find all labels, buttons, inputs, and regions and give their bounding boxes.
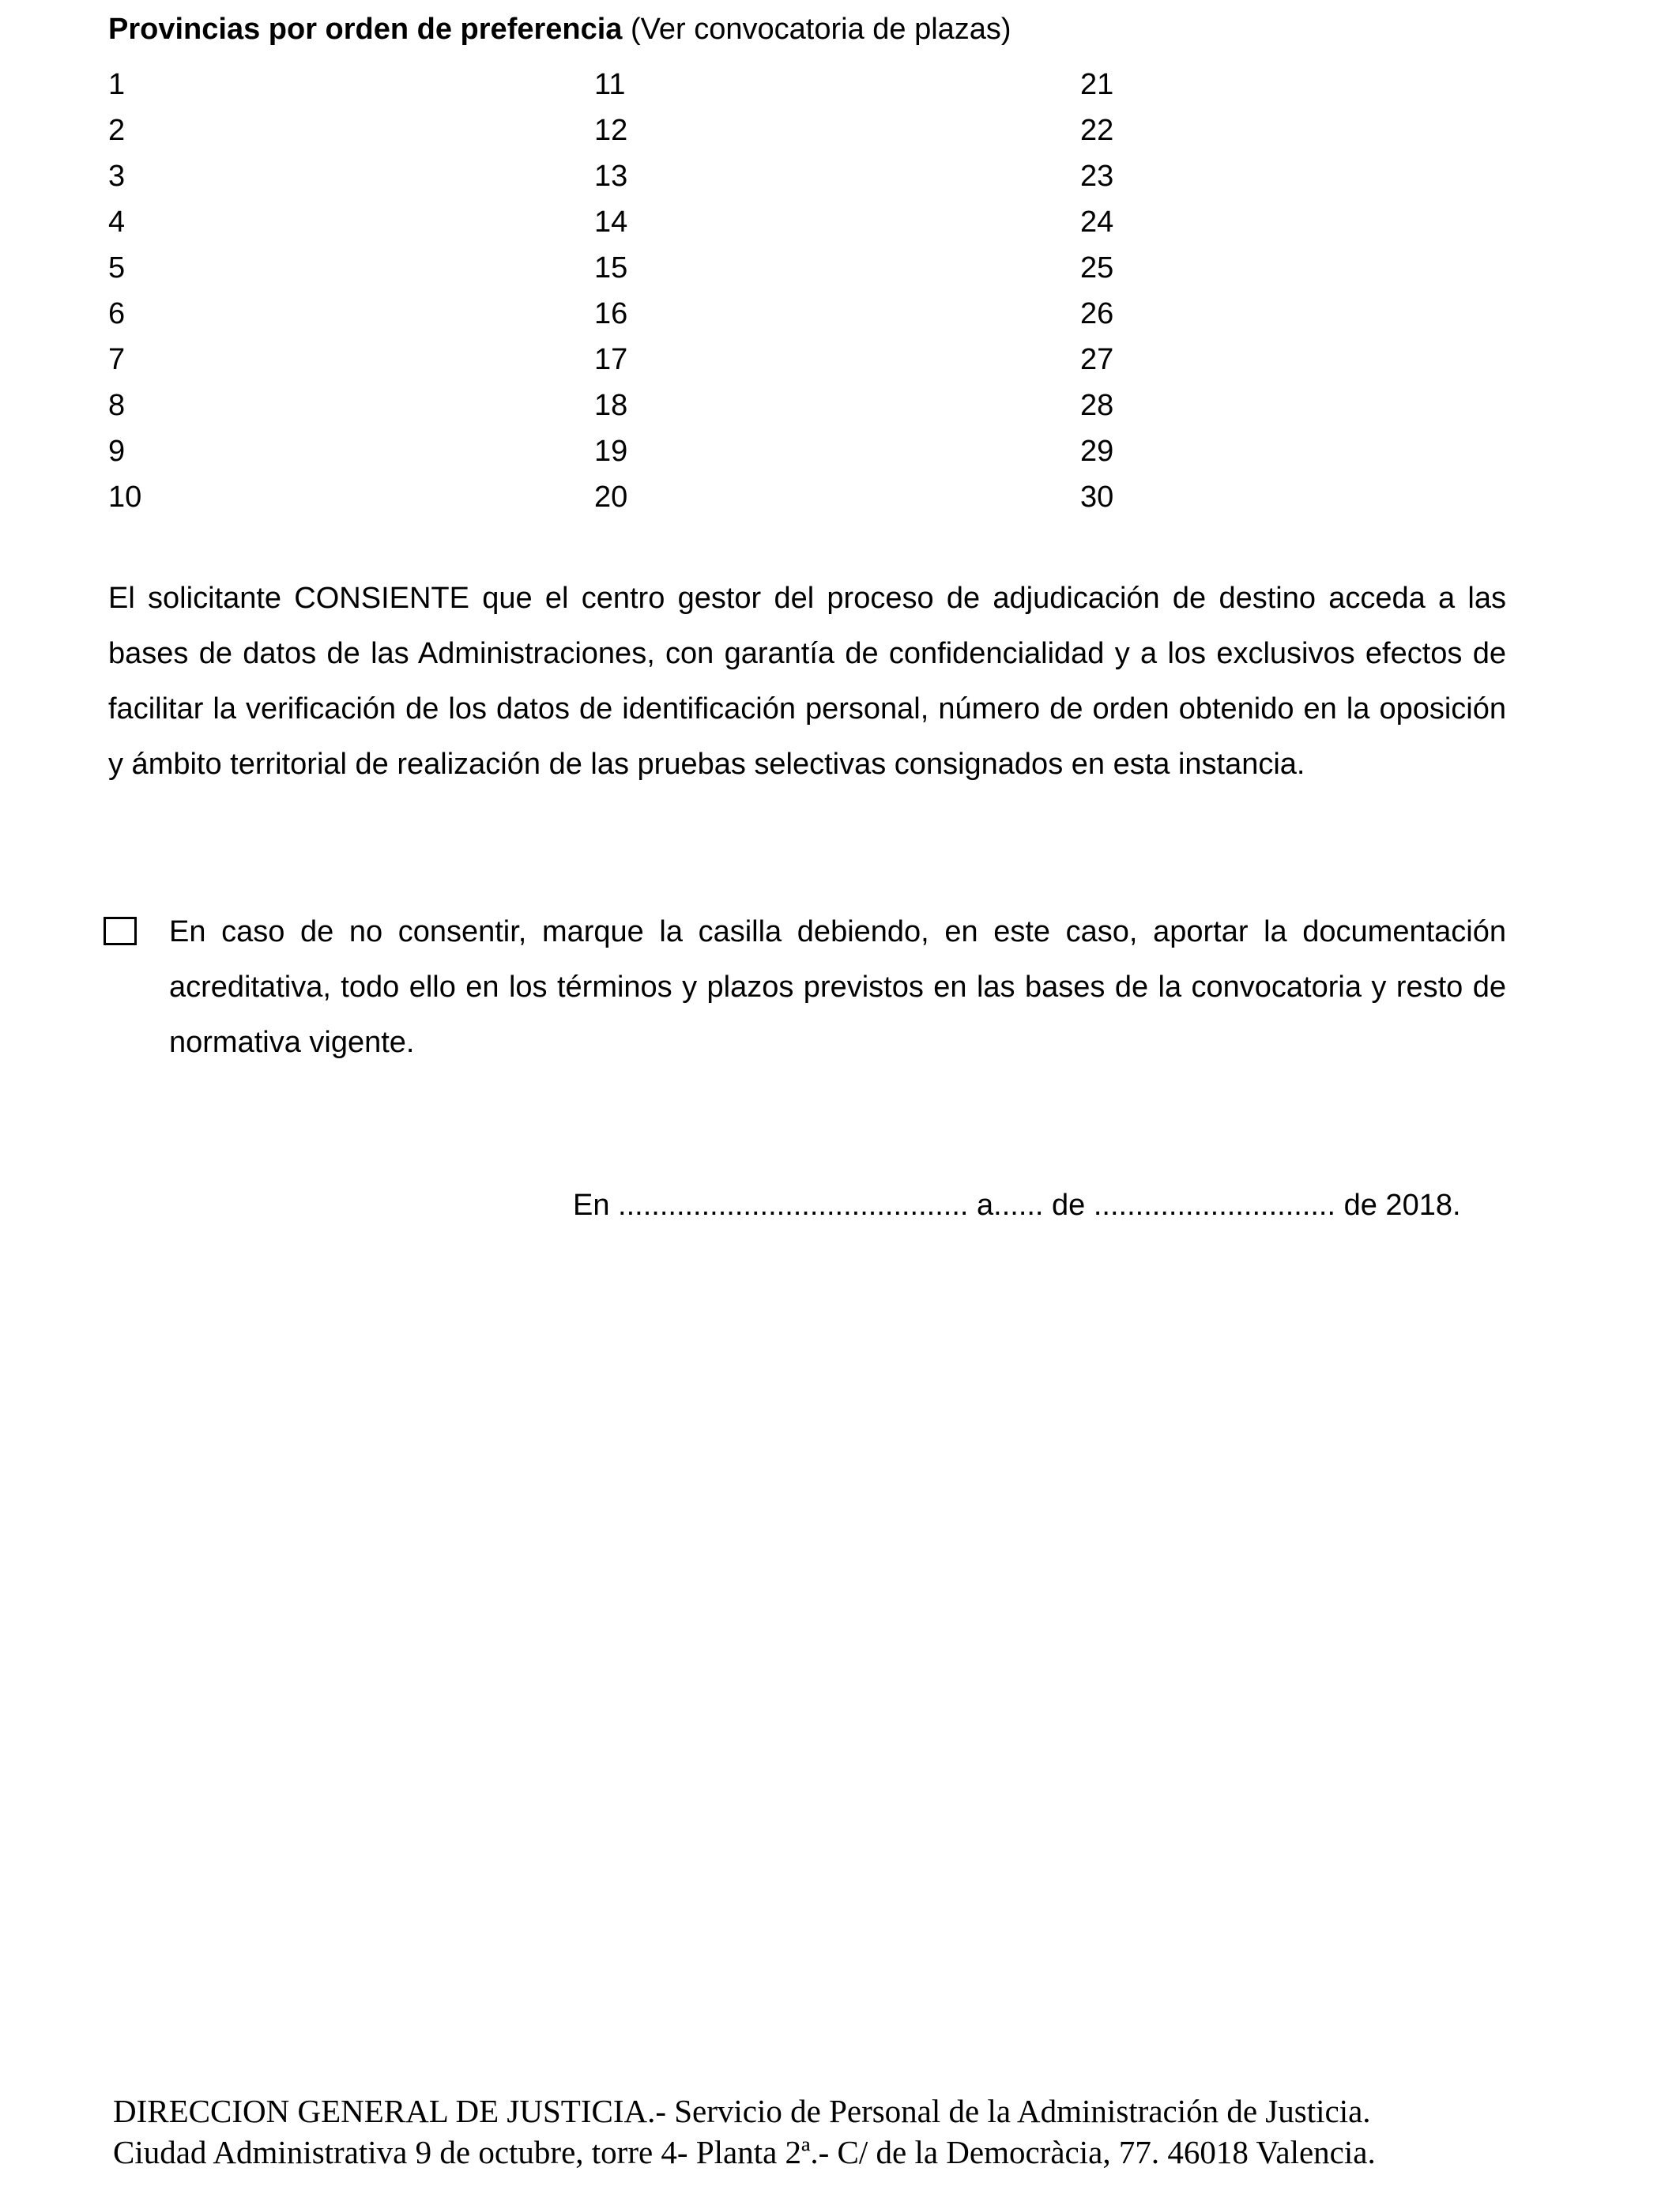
consent-paragraph: El solicitante CONSIENTE que el centro gestor del proceso de adjudicación de destino acceda a las bases de datos de las Administraciones, con garantía de confidencialidad y a los exclusivos efectos de facilitar la verificación de los datos de identificación personal, número de orden obtenido en la oposición y ámbito territorial de realización de las pruebas selectivas consignados en esta instancia. — [108, 582, 1506, 781]
province-number: 3 — [108, 160, 126, 193]
province-number: 10 — [108, 481, 142, 514]
date-place-line: En .......................................... a...... de ............................. de 2018. — [573, 1189, 1461, 1222]
province-number: 19 — [594, 435, 628, 468]
province-column-3 — [1080, 62, 1113, 520]
province-number: 7 — [108, 343, 126, 376]
province-number: 21 — [1080, 68, 1114, 101]
province-number: 16 — [594, 297, 628, 330]
province-column-2 — [594, 62, 627, 520]
province-number: 20 — [594, 481, 628, 514]
footer — [113, 2090, 1376, 2173]
province-number: 28 — [1080, 389, 1114, 422]
province-number: 4 — [108, 205, 126, 239]
footer-line-1: DIRECCION GENERAL DE JUSTICIA.- Servicio de Personal de la Administración de Justicia. — [113, 2093, 1371, 2129]
province-number: 12 — [594, 114, 628, 147]
provinces-heading-bold: Provincias por orden de preferencia — [108, 13, 623, 46]
province-number: 17 — [594, 343, 628, 376]
province-number: 13 — [594, 160, 628, 193]
province-column-1 — [108, 62, 141, 520]
province-number: 22 — [1080, 114, 1114, 147]
province-number: 24 — [1080, 205, 1114, 239]
province-number: 25 — [1080, 251, 1114, 285]
province-number: 18 — [594, 389, 628, 422]
province-number: 26 — [1080, 297, 1114, 330]
province-number: 30 — [1080, 481, 1114, 514]
no-consent-checkbox[interactable] — [104, 917, 137, 945]
province-number: 27 — [1080, 343, 1114, 376]
province-number: 6 — [108, 297, 126, 330]
province-number: 11 — [594, 68, 626, 101]
province-number: 5 — [108, 251, 126, 285]
province-number: 8 — [108, 389, 126, 422]
footer-line-2: Ciudad Administrativa 9 de octubre, torre 4- Planta 2ª.- C/ de la Democràcia, 77. 46018 Valencia. — [113, 2134, 1376, 2170]
province-number: 15 — [594, 251, 628, 285]
province-number: 29 — [1080, 435, 1114, 468]
province-number: 1 — [108, 68, 126, 101]
provinces-heading — [108, 9, 1011, 49]
province-number: 14 — [594, 205, 628, 239]
no-consent-paragraph: En caso de no consentir, marque la casilla debiendo, en este caso, aportar la documentación acreditativa, todo ello en los términos y plazos previstos en las bases de la convocatoria y resto de normativa vigente. — [169, 915, 1506, 1059]
province-number: 23 — [1080, 160, 1114, 193]
provinces-heading-note: (Ver convocatoria de plazas) — [622, 13, 1011, 46]
province-number: 9 — [108, 435, 126, 468]
province-number: 2 — [108, 114, 126, 147]
